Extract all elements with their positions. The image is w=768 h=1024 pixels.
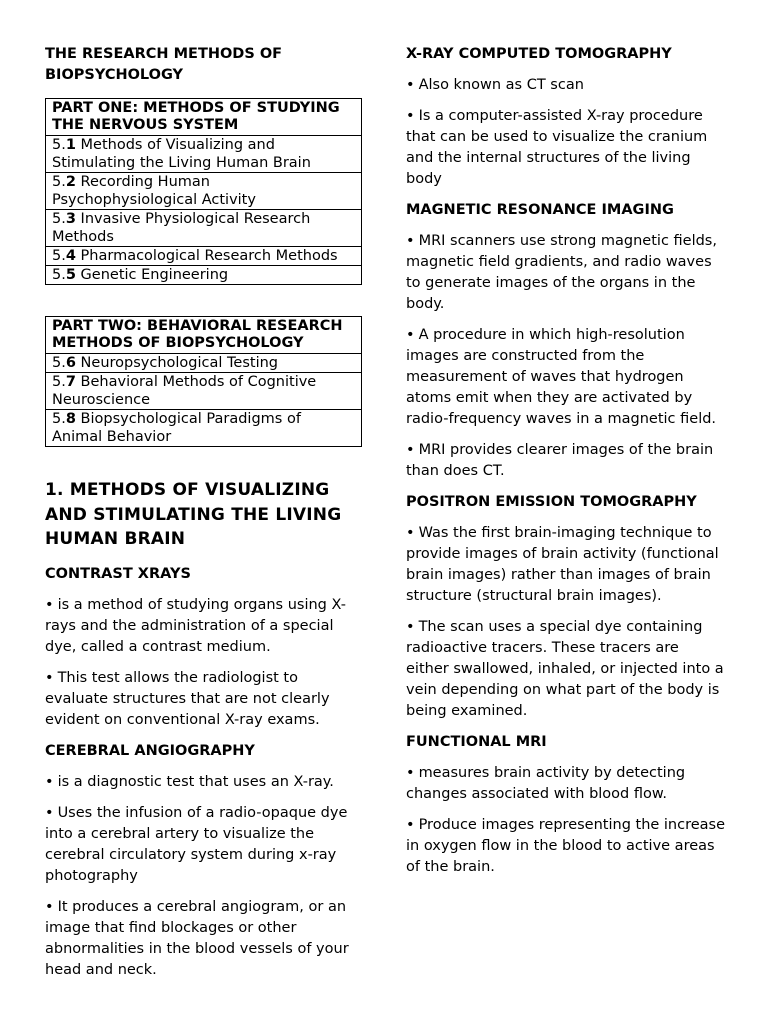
bullet-icon: •	[406, 327, 415, 343]
bullet-item: • The scan uses a special dye containing radioactive tracers. These tracers are either swallowed, inhaled, or injected into a vein depending on what part of the body is being examined.	[406, 619, 724, 719]
bullet-item: • MRI provides clearer images of the brain than does CT.	[406, 442, 714, 479]
toc-part-two	[45, 316, 362, 447]
bullet-icon: •	[45, 669, 54, 686]
toc-row: 5.2 Recording Human Psychophysiological Activity	[46, 173, 361, 210]
subsection-heading: MAGNETIC RESONANCE IMAGING	[406, 202, 674, 218]
bullet-item: • MRI scanners use strong magnetic fields, magnetic field gradients, and radio waves to generate images of the organs in the body.	[406, 233, 717, 312]
toc-row: 5.1 Methods of Visualizing and Stimulating the Living Human Brain	[46, 136, 361, 173]
bullet-icon: •	[45, 898, 54, 915]
document-title-line1: THE RESEARCH METHODS OF	[45, 46, 283, 62]
bullet-item: • Also known as CT scan	[406, 77, 584, 93]
toc-row: 5.3 Invasive Physiological Research Methods	[46, 210, 361, 247]
toc-part-one-header: PART ONE: METHODS OF STUDYING THE NERVOUS SYSTEM	[46, 99, 361, 136]
bullet-item: • measures brain activity by detecting changes associated with blood flow.	[406, 765, 686, 802]
fmri-section	[406, 732, 726, 878]
bullet-icon: •	[406, 765, 415, 781]
bullet-item: • It produces a cerebral angiogram, or an image that find blockages or other abnormalities in the blood vessels of your head and neck.	[45, 898, 349, 978]
subsection-heading: X-RAY COMPUTED TOMOGRAPHY	[406, 46, 672, 62]
document-title-line2: BIOPSYCHOLOGY	[45, 67, 184, 83]
toc-row: 5.6 Neuropsychological Testing	[46, 354, 361, 373]
toc-row: 5.4 Pharmacological Research Methods	[46, 247, 361, 266]
bullet-item: • is a diagnostic test that uses an X-ray.	[45, 773, 334, 790]
bullet-icon: •	[406, 619, 415, 635]
toc-row: 5.8 Biopsychological Paradigms of Animal Behavior	[52, 411, 301, 445]
pet-section	[406, 492, 726, 722]
left-column	[45, 44, 363, 991]
bullet-icon: •	[406, 442, 415, 458]
contrast-xrays-section	[45, 564, 363, 731]
bullet-icon: •	[406, 77, 415, 93]
subsection-heading: CONTRAST XRAYS	[45, 565, 191, 582]
bullet-icon: •	[406, 233, 415, 249]
bullet-icon: •	[45, 773, 54, 790]
toc-part-one	[45, 98, 362, 285]
bullet-icon: •	[406, 525, 415, 541]
bullet-item: • is a method of studying organs using X-rays and the administration of a special dye, called a contrast medium.	[45, 596, 346, 655]
bullet-item: • Produce images representing the increase in oxygen flow in the blood to active areas of the brain.	[406, 817, 726, 875]
subsection-heading: FUNCTIONAL MRI	[406, 734, 547, 750]
bullet-item: • Uses the infusion of a radio-opaque dye into a cerebral artery to visualize the cerebral circulatory system during x-ray photography	[45, 804, 348, 884]
bullet-icon: •	[406, 817, 415, 833]
bullet-icon: •	[45, 804, 54, 821]
subsection-heading: CEREBRAL ANGIOGRAPHY	[45, 742, 255, 759]
bullet-icon: •	[45, 596, 54, 613]
document-title	[45, 44, 363, 86]
ct-section	[406, 44, 726, 190]
bullet-icon: •	[406, 108, 415, 124]
bullet-item: • Is a computer-assisted X-ray procedure that can be used to visualize the cranium and the internal structures of the living body	[406, 108, 708, 187]
section-heading: 1. METHODS OF VISUALIZING AND STIMULATING THE LIVING HUMAN BRAIN	[45, 480, 342, 549]
toc-row: 5.7 Behavioral Methods of Cognitive Neuroscience	[46, 373, 361, 410]
bullet-item: • This test allows the radiologist to evaluate structures that are not clearly evident on conventional X-ray exams.	[45, 669, 330, 728]
bullet-item: • Was the first brain-imaging technique to provide images of brain activity (functional brain images) rather than images of brain structure (structural brain images).	[406, 525, 719, 604]
toc-part-two-header: PART TWO: BEHAVIORAL RESEARCH METHODS OF BIOPSYCHOLOGY	[46, 317, 361, 354]
subsection-heading: POSITRON EMISSION TOMOGRAPHY	[406, 494, 697, 510]
mri-section	[406, 200, 726, 482]
bullet-item: • A procedure in which high-resolution images are constructed from the measurement of waves that hydrogen atoms emit when they are activated by radio-frequency waves in a magnetic field.	[406, 327, 717, 427]
right-column	[406, 44, 726, 888]
toc-row: 5.5 Genetic Engineering	[52, 267, 229, 283]
cerebral-angiography-section	[45, 741, 363, 981]
